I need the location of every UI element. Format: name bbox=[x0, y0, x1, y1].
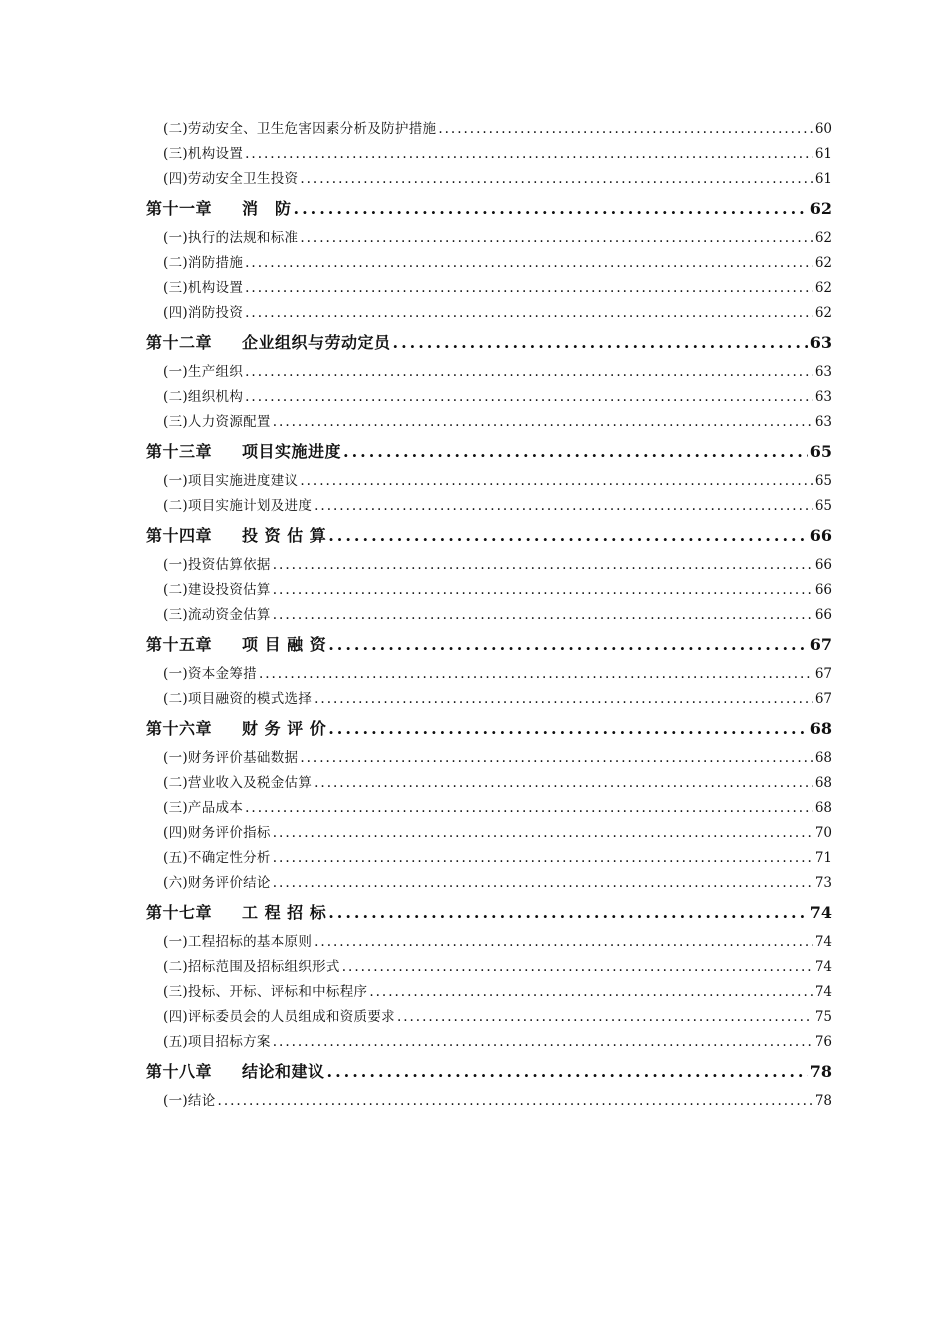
toc-section-entry[interactable] bbox=[146, 469, 832, 494]
page-number: 62 bbox=[814, 280, 832, 296]
chapter-heading bbox=[146, 192, 292, 226]
toc-chapter-entry[interactable] bbox=[146, 192, 832, 226]
dot-leader bbox=[245, 251, 813, 276]
page-number: 66 bbox=[809, 526, 832, 545]
section-title: (四)财务评价指标 bbox=[163, 825, 271, 841]
dot-leader bbox=[273, 410, 813, 435]
page-number: 60 bbox=[814, 121, 832, 137]
chapter-number: 第十一章 bbox=[146, 199, 213, 218]
dot-leader bbox=[273, 578, 813, 603]
toc-chapter-entry[interactable] bbox=[146, 628, 832, 662]
dot-leader bbox=[294, 192, 808, 226]
section-title: (二)营业收入及税金估算 bbox=[163, 775, 313, 791]
toc-section-entry[interactable] bbox=[146, 410, 832, 435]
chapter-heading bbox=[146, 712, 326, 746]
page-number: 65 bbox=[814, 473, 832, 489]
page-number: 66 bbox=[814, 582, 832, 598]
toc-section-entry[interactable] bbox=[146, 1005, 832, 1030]
dot-leader bbox=[314, 687, 813, 712]
toc-section-entry[interactable] bbox=[146, 687, 832, 712]
chapter-title: 结论和建议 bbox=[242, 1062, 325, 1081]
chapter-heading bbox=[146, 326, 391, 360]
section-title: (二)劳动安全、卫生危害因素分析及防护措施 bbox=[163, 121, 437, 137]
section-title: (四)评标委员会的人员组成和资质要求 bbox=[163, 1009, 395, 1025]
page-number: 65 bbox=[814, 498, 832, 514]
toc-chapter-entry[interactable] bbox=[146, 435, 832, 469]
chapter-heading bbox=[146, 896, 326, 930]
dot-leader bbox=[273, 553, 813, 578]
section-title: (一)项目实施进度建议 bbox=[163, 473, 299, 489]
section-title: (四)消防投资 bbox=[163, 305, 244, 321]
dot-leader bbox=[273, 871, 813, 896]
toc-section-entry[interactable] bbox=[146, 746, 832, 771]
toc-section-entry[interactable] bbox=[146, 846, 832, 871]
toc-section-entry[interactable] bbox=[146, 226, 832, 251]
section-title: (三)投标、开标、评标和中标程序 bbox=[163, 984, 368, 1000]
toc-section-entry[interactable] bbox=[146, 385, 832, 410]
dot-leader bbox=[327, 1055, 808, 1089]
page-number: 70 bbox=[814, 825, 832, 841]
dot-leader bbox=[273, 821, 813, 846]
chapter-number: 第十八章 bbox=[146, 1062, 213, 1081]
toc-section-entry[interactable] bbox=[146, 553, 832, 578]
dot-leader bbox=[328, 896, 808, 930]
toc-section-entry[interactable] bbox=[146, 771, 832, 796]
toc-section-entry[interactable] bbox=[146, 167, 832, 192]
page-number: 76 bbox=[814, 1034, 832, 1050]
page-number: 68 bbox=[809, 719, 832, 738]
dot-leader bbox=[314, 930, 813, 955]
page-number: 78 bbox=[814, 1093, 832, 1109]
dot-leader bbox=[343, 435, 808, 469]
page-number: 74 bbox=[814, 984, 832, 1000]
section-title: (二)项目融资的模式选择 bbox=[163, 691, 313, 707]
chapter-title: 投 资 估 算 bbox=[242, 526, 327, 545]
chapter-title: 财 务 评 价 bbox=[242, 719, 327, 738]
page-number: 62 bbox=[814, 230, 832, 246]
section-title: (二)建设投资估算 bbox=[163, 582, 271, 598]
page-number: 61 bbox=[814, 171, 832, 187]
page-number: 66 bbox=[814, 607, 832, 623]
section-title: (六)财务评价结论 bbox=[163, 875, 271, 891]
page-number: 68 bbox=[814, 800, 832, 816]
dot-leader bbox=[328, 519, 808, 553]
page-number: 61 bbox=[814, 146, 832, 162]
section-title: (一)投资估算依据 bbox=[163, 557, 271, 573]
dot-leader bbox=[300, 469, 812, 494]
page-number: 74 bbox=[814, 959, 832, 975]
dot-leader bbox=[218, 1089, 813, 1114]
chapter-title: 项目实施进度 bbox=[242, 442, 342, 461]
section-title: (二)消防措施 bbox=[163, 255, 244, 271]
section-title: (四)劳动安全卫生投资 bbox=[163, 171, 299, 187]
section-title: (二)组织机构 bbox=[163, 389, 244, 405]
dot-leader bbox=[300, 746, 812, 771]
page-number: 74 bbox=[809, 903, 832, 922]
page-number: 75 bbox=[814, 1009, 832, 1025]
dot-leader bbox=[245, 796, 813, 821]
chapter-number: 第十三章 bbox=[146, 442, 213, 461]
chapter-number: 第十七章 bbox=[146, 903, 213, 922]
page-number: 74 bbox=[814, 934, 832, 950]
page-number: 63 bbox=[814, 414, 832, 430]
chapter-heading bbox=[146, 628, 326, 662]
toc-section-entry[interactable] bbox=[146, 578, 832, 603]
toc-chapter-entry[interactable] bbox=[146, 896, 832, 930]
section-title: (三)产品成本 bbox=[163, 800, 244, 816]
page-number: 78 bbox=[809, 1062, 832, 1081]
dot-leader bbox=[369, 980, 812, 1005]
page-number: 62 bbox=[814, 305, 832, 321]
toc-section-entry[interactable] bbox=[146, 603, 832, 628]
page-number: 63 bbox=[809, 333, 832, 352]
dot-leader bbox=[259, 662, 813, 687]
section-title: (一)执行的法规和标准 bbox=[163, 230, 299, 246]
toc-section-entry[interactable] bbox=[146, 796, 832, 821]
toc-section-entry[interactable] bbox=[146, 955, 832, 980]
chapter-number: 第十六章 bbox=[146, 719, 213, 738]
toc-section-entry[interactable] bbox=[146, 980, 832, 1005]
section-title: (三)人力资源配置 bbox=[163, 414, 271, 430]
toc-section-entry[interactable] bbox=[146, 117, 832, 142]
page-number: 67 bbox=[809, 635, 832, 654]
toc-section-entry[interactable] bbox=[146, 821, 832, 846]
section-title: (三)流动资金估算 bbox=[163, 607, 271, 623]
toc-section-entry[interactable] bbox=[146, 142, 832, 167]
section-title: (二)项目实施计划及进度 bbox=[163, 498, 313, 514]
page-number: 67 bbox=[814, 691, 832, 707]
chapter-title: 项 目 融 资 bbox=[242, 635, 327, 654]
toc-section-entry[interactable] bbox=[146, 276, 832, 301]
chapter-number: 第十四章 bbox=[146, 526, 213, 545]
section-title: (一)工程招标的基本原则 bbox=[163, 934, 313, 950]
page-number: 66 bbox=[814, 557, 832, 573]
chapter-heading bbox=[146, 519, 326, 553]
dot-leader bbox=[397, 1005, 813, 1030]
dot-leader bbox=[300, 167, 812, 192]
dot-leader bbox=[314, 494, 813, 519]
section-title: (一)财务评价基础数据 bbox=[163, 750, 299, 766]
dot-leader bbox=[328, 628, 808, 662]
section-title: (一)生产组织 bbox=[163, 364, 244, 380]
dot-leader bbox=[273, 1030, 813, 1055]
section-title: (一)结论 bbox=[163, 1093, 216, 1109]
dot-leader bbox=[245, 276, 813, 301]
page-number: 67 bbox=[814, 666, 832, 682]
section-title: (三)机构设置 bbox=[163, 146, 244, 162]
chapter-number: 第十五章 bbox=[146, 635, 213, 654]
toc-section-entry[interactable] bbox=[146, 301, 832, 326]
chapter-title: 企业组织与劳动定员 bbox=[242, 333, 391, 352]
page-number: 68 bbox=[814, 750, 832, 766]
toc-chapter-entry[interactable] bbox=[146, 519, 832, 553]
page-number: 65 bbox=[809, 442, 832, 461]
section-title: (二)招标范围及招标组织形式 bbox=[163, 959, 340, 975]
toc-chapter-entry[interactable] bbox=[146, 1055, 832, 1089]
dot-leader bbox=[314, 771, 813, 796]
section-title: (五)项目招标方案 bbox=[163, 1034, 271, 1050]
dot-leader bbox=[393, 326, 808, 360]
toc-section-entry[interactable] bbox=[146, 360, 832, 385]
toc-section-entry[interactable] bbox=[146, 1030, 832, 1055]
dot-leader bbox=[273, 603, 813, 628]
chapter-title: 消 防 bbox=[242, 199, 292, 218]
page-number: 71 bbox=[814, 850, 832, 866]
page-number: 63 bbox=[814, 364, 832, 380]
dot-leader bbox=[273, 846, 813, 871]
section-title: (三)机构设置 bbox=[163, 280, 244, 296]
dot-leader bbox=[328, 712, 808, 746]
dot-leader bbox=[245, 360, 813, 385]
page-number: 68 bbox=[814, 775, 832, 791]
page-number: 62 bbox=[809, 199, 832, 218]
chapter-heading bbox=[146, 435, 341, 469]
chapter-title: 工 程 招 标 bbox=[242, 903, 327, 922]
page-number: 62 bbox=[814, 255, 832, 271]
dot-leader bbox=[245, 142, 813, 167]
section-title: (五)不确定性分析 bbox=[163, 850, 271, 866]
dot-leader bbox=[300, 226, 812, 251]
table-of-contents bbox=[146, 117, 832, 1114]
dot-leader bbox=[342, 955, 813, 980]
section-title: (一)资本金筹措 bbox=[163, 666, 257, 682]
dot-leader bbox=[245, 301, 813, 326]
toc-chapter-entry[interactable] bbox=[146, 712, 832, 746]
page-number: 63 bbox=[814, 389, 832, 405]
toc-chapter-entry[interactable] bbox=[146, 326, 832, 360]
toc-section-entry[interactable] bbox=[146, 251, 832, 276]
toc-section-entry[interactable] bbox=[146, 930, 832, 955]
toc-section-entry[interactable] bbox=[146, 662, 832, 687]
chapter-number: 第十二章 bbox=[146, 333, 213, 352]
toc-section-entry[interactable] bbox=[146, 1089, 832, 1114]
page-number: 73 bbox=[814, 875, 832, 891]
toc-section-entry[interactable] bbox=[146, 494, 832, 519]
dot-leader bbox=[438, 117, 812, 142]
toc-section-entry[interactable] bbox=[146, 871, 832, 896]
dot-leader bbox=[245, 385, 813, 410]
chapter-heading bbox=[146, 1055, 325, 1089]
